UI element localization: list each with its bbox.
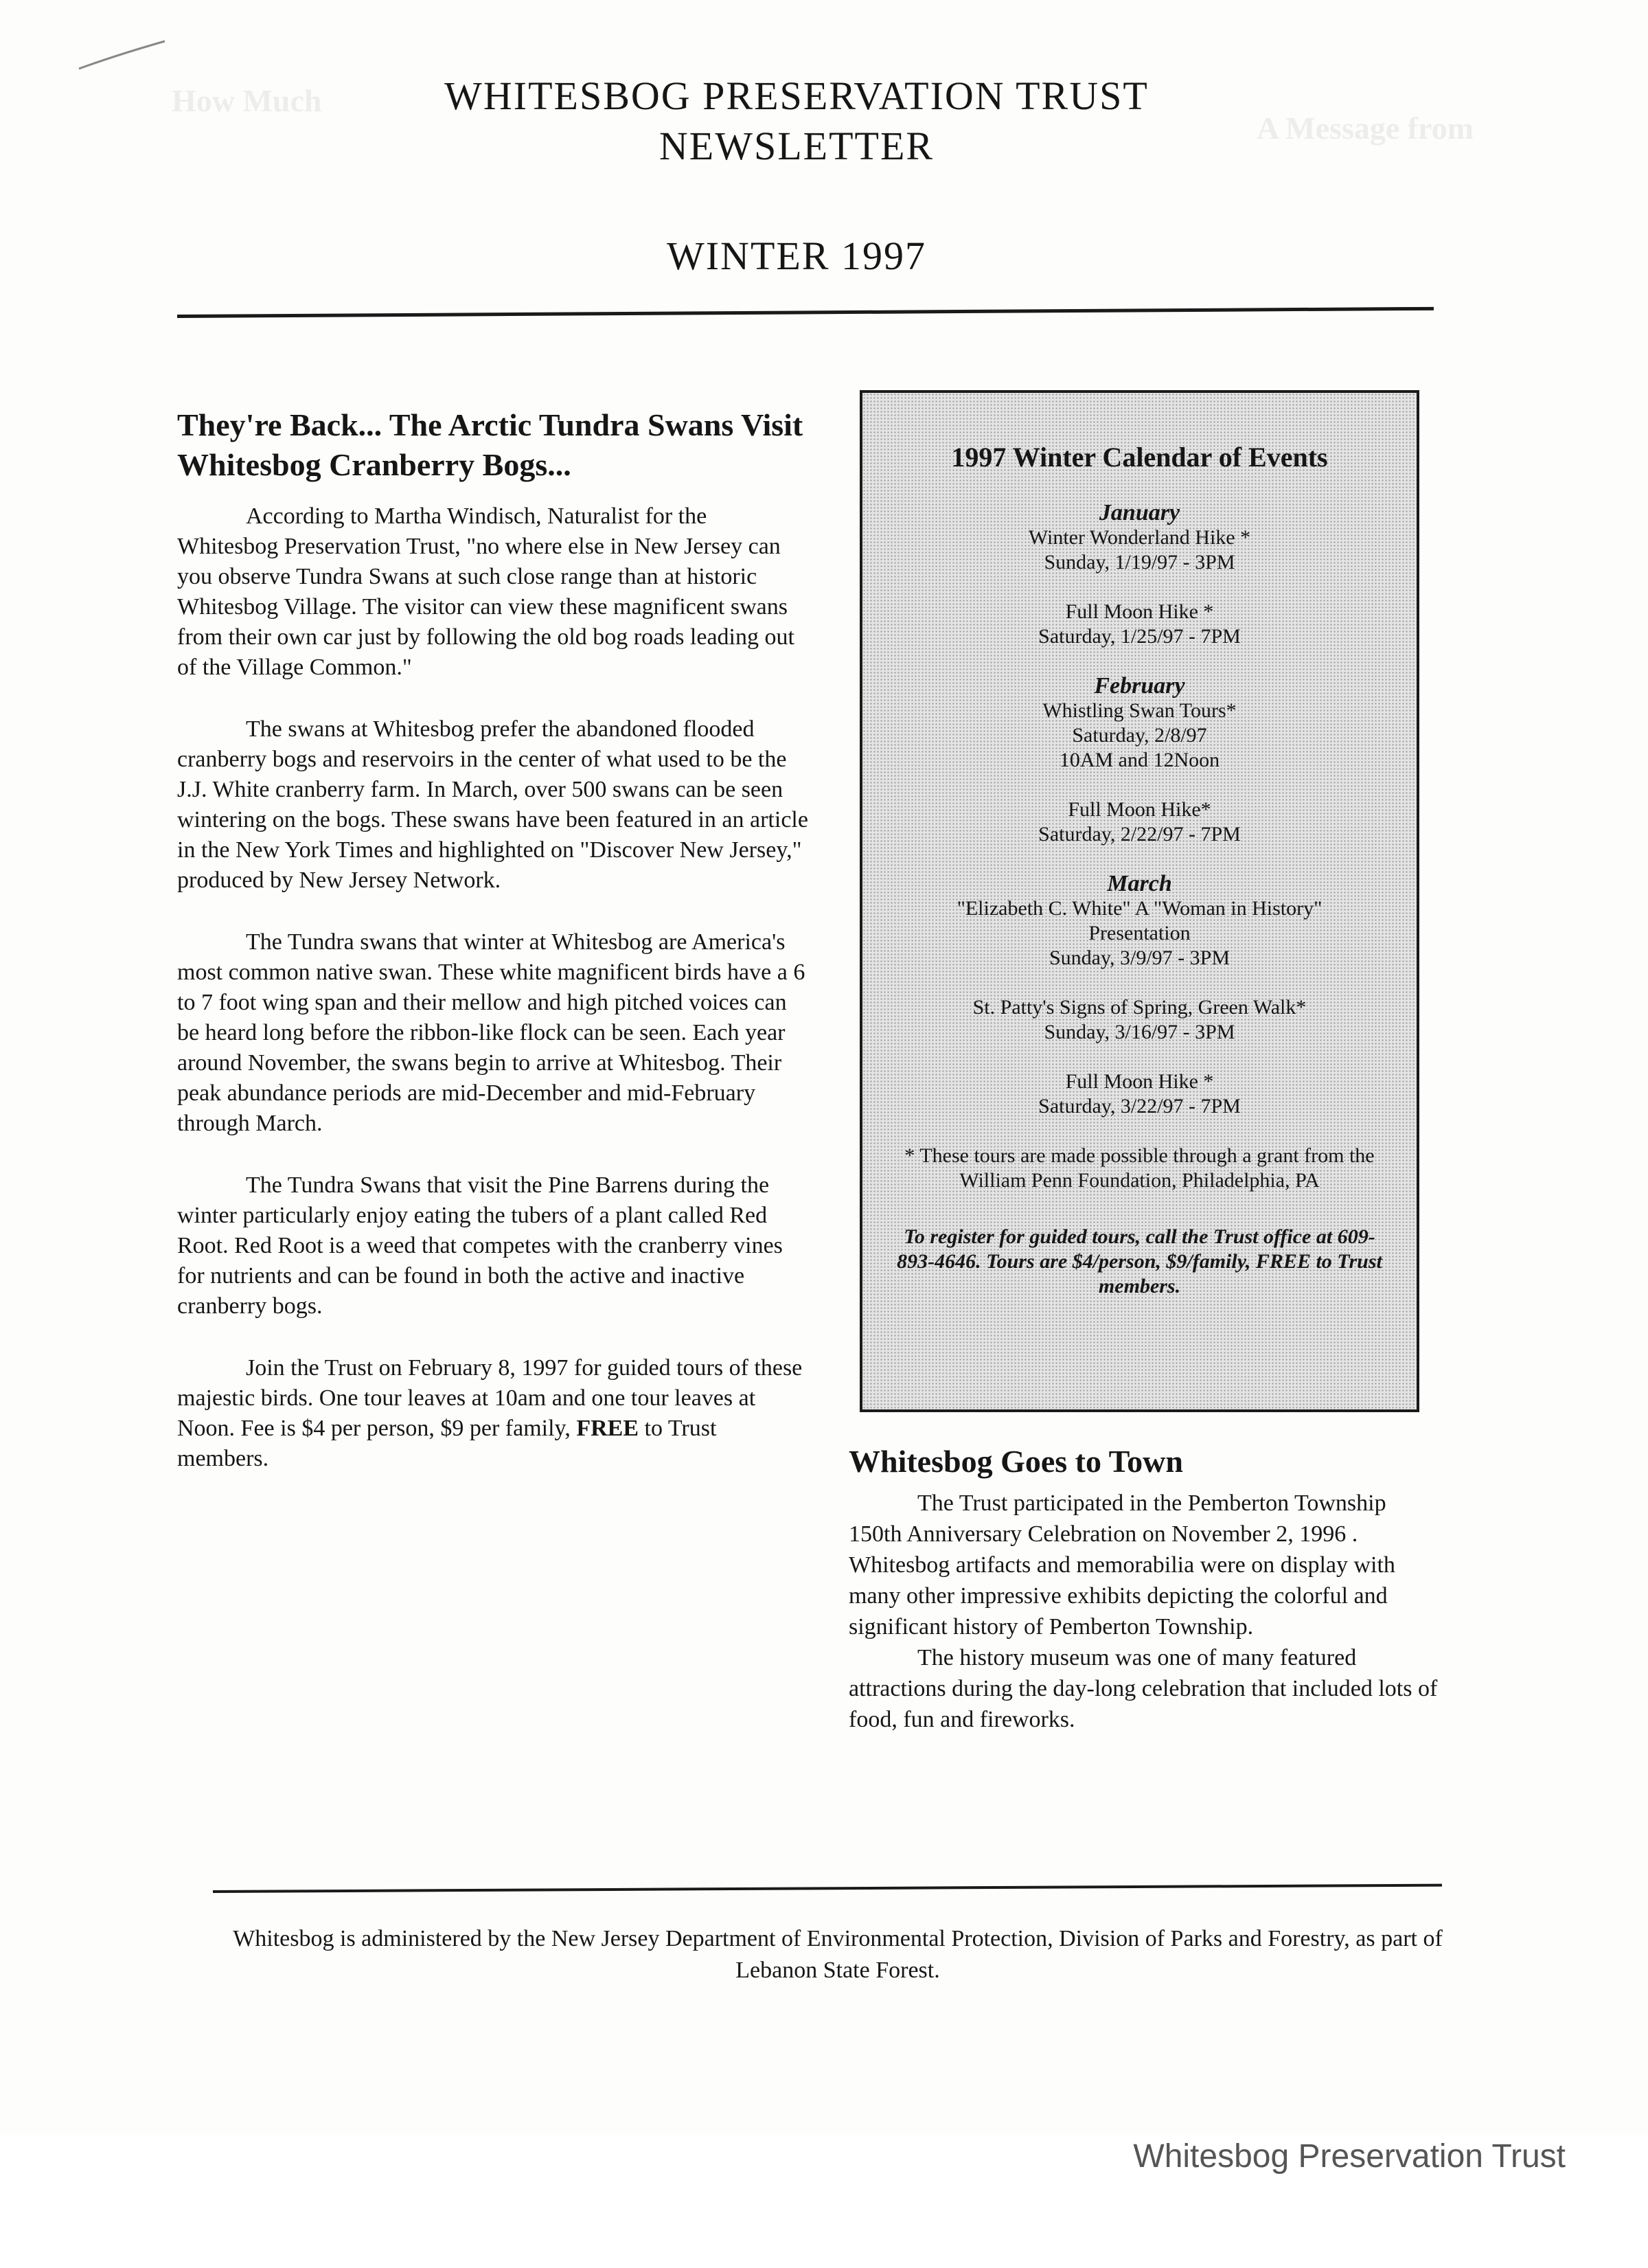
article-paragraph: The Tundra swans that winter at Whitesbog are America's most common native swan. These white magnificent birds have a 6 to 7 foot wing span and their mellow and high pitched voices can be heard long before the ribbon-like flock can be seen. Each year around November, the swans begin to arrive at Whitesbog. Their peak abundance periods are mid-December and mid-February through March.	[177, 929, 805, 1136]
grant-note: * These tours are made possible through a grant from the William Penn Foundation, Philadelphia, PA	[904, 1144, 1375, 1192]
swan-article-headline: They're Back... The Arctic Tundra Swans Visit Whitesbog Cranberry Bogs...	[177, 407, 803, 482]
event-line: Presentation	[1088, 922, 1191, 944]
article-paragraph: The Trust participated in the Pemberton Township 150th Anniversary Celebration on November 2, 1996 . Whitesbog artifacts and memorabilia were on display with many other impressive exhibits depicting the colorful and significant history of Pemberton Township.	[849, 1490, 1395, 1640]
article-paragraph	[177, 1353, 809, 1474]
event-line: Saturday, 2/22/97 - 7PM	[1038, 823, 1241, 846]
free-emphasis: FREE	[576, 1416, 639, 1441]
town-article-headline: Whitesbog Goes to Town	[849, 1444, 1183, 1479]
footer-rule	[213, 1884, 1442, 1893]
event-line: Winter Wonderland Hike *	[1028, 526, 1251, 549]
calendar-event	[890, 525, 1389, 575]
registration-info: To register for guided tours, call the Trust office at 609-893-4646. Tours are $4/person, $9/family, FREE to Trust members.	[897, 1225, 1382, 1297]
event-line: "Elizabeth C. White" A "Woman in History"	[957, 897, 1323, 920]
calendar-box	[860, 390, 1419, 1412]
pen-mark	[76, 27, 172, 82]
event-line: Sunday, 3/16/97 - 3PM	[1044, 1021, 1235, 1043]
article-paragraph: The Tundra Swans that visit the Pine Barrens during the winter particularly enjoy eating the tubers of a plant called Red Root. Red Root is a weed that competes with the cranberry vines for nutrients and can be found in both the active and inactive cranberry bogs.	[177, 1172, 783, 1319]
article-paragraph: According to Martha Windisch, Naturalist for the Whitesbog Preservation Trust, "no where else in New Jersey can you observe Tundra Swans at such close range than at historic Whitesbog Village. The visitor can view these magnificent swans from their own car just by following the old bog roads leading out of the Village Common."	[177, 503, 794, 680]
calendar-event	[890, 699, 1389, 773]
swan-article	[177, 405, 809, 1506]
event-line: Whistling Swan Tours*	[1042, 699, 1237, 722]
bleed-through-text: How Much	[172, 83, 322, 118]
town-article	[849, 1442, 1439, 1735]
paragraph-text: Join the Trust on February 8, 1997 for guided tours of these majestic birds. One tour leaves at 10am and one tour leaves at Noon. Fee is $4 per person, $9 per family,	[177, 1355, 803, 1441]
event-line: Saturday, 2/8/97	[1072, 724, 1207, 747]
event-line: Sunday, 1/19/97 - 3PM	[1044, 551, 1235, 574]
event-line: Full Moon Hike *	[1065, 1070, 1214, 1093]
event-line: Full Moon Hike *	[1065, 600, 1214, 623]
event-line: Saturday, 3/22/97 - 7PM	[1038, 1095, 1241, 1118]
footer-note: Whitesbog is administered by the New Jersey Department of Environmental Protection, Division of Parks and Forestry, as part of Lebanon State Forest.	[233, 1926, 1443, 1983]
bleed-through-text: A Message from	[1257, 111, 1474, 146]
article-paragraph: The history museum was one of many featured attractions during the day-long celebration that included lots of food, fun and fireworks.	[849, 1645, 1438, 1732]
calendar-event	[890, 995, 1389, 1045]
calendar-title: 1997 Winter Calendar of Events	[951, 442, 1328, 473]
watermark: Whitesbog Preservation Trust	[1133, 2138, 1566, 2175]
article-paragraph: The swans at Whitesbog prefer the abandoned flooded cranberry bogs and reservoirs in the center of what used to be the J.J. White cranberry farm. In March, over 500 swans can be seen wintering on the bogs. These swans have been featured in an article in the New York Times and highlighted on "Discover New Jersey," produced by New Jersey Network.	[177, 716, 808, 893]
calendar-event	[890, 896, 1389, 971]
event-line: 10AM and 12Noon	[1059, 749, 1220, 771]
masthead-publication: NEWSLETTER	[659, 124, 935, 168]
masthead-org: WHITESBOG PRESERVATION TRUST	[444, 73, 1149, 118]
paragraph-text: to Trust members.	[177, 1416, 717, 1471]
calendar-event	[890, 600, 1389, 649]
event-line: Saturday, 1/25/97 - 7PM	[1038, 625, 1241, 648]
masthead-issue: WINTER 1997	[667, 234, 926, 278]
calendar-month: February	[1094, 673, 1185, 699]
calendar-month: January	[1099, 500, 1180, 525]
calendar-event	[890, 1069, 1389, 1119]
event-line: Sunday, 3/9/97 - 3PM	[1049, 946, 1231, 969]
event-line: St. Patty's Signs of Spring, Green Walk*	[972, 996, 1307, 1019]
calendar-event	[890, 797, 1389, 847]
header-rule	[177, 307, 1434, 318]
calendar-month: March	[1107, 871, 1172, 896]
event-line: Full Moon Hike*	[1068, 798, 1211, 821]
